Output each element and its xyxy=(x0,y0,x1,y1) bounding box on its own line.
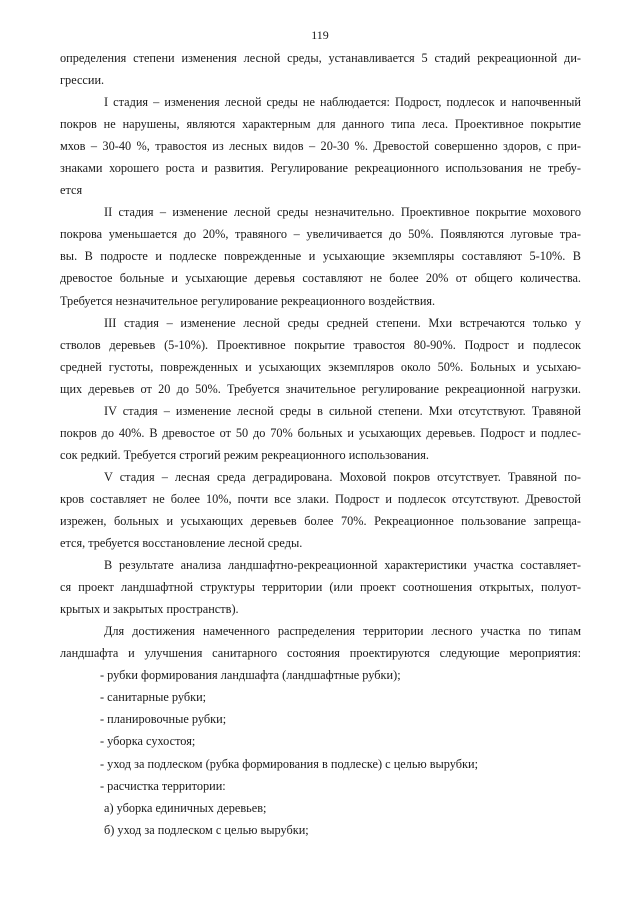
list-item: - расчистка территории: xyxy=(100,778,226,793)
text-line: крытых и закрытых пространств). xyxy=(60,602,239,617)
text-line: Требуется незначительное регулирование рекреационного воздействия. xyxy=(60,293,436,308)
list-item: - планировочные рубки; xyxy=(100,712,227,727)
text-line: покрова уменьшается до 20%, травяного – увеличивается до 50%. Появляются луговые тра- xyxy=(60,227,581,242)
page-number: 119 xyxy=(311,28,329,42)
list-item: - рубки формирования ландшафта (ландшафтные рубки); xyxy=(100,668,401,683)
text-line: II стадия – изменение лесной среды незначительно. Проективное покрытие мохового xyxy=(104,205,581,220)
text-line: кров составляет не более 10%, почти все злаки. Подрост и подлесок отсутствуют. Древостой xyxy=(60,491,581,506)
text-line: В результате анализа ландшафтно-рекреационной характеристики участка составляет- xyxy=(104,558,581,573)
text-line: сок редкий. Требуется строгий режим рекреационного использования. xyxy=(60,447,429,462)
text-line: мхов – 30-40 %, травостоя из лесных видов – 20-30 %. Древостой совершенно здоров, с при- xyxy=(60,139,581,154)
text-line: V стадия – лесная среда деградирована. Моховой покров отсутствует. Травяной по- xyxy=(104,469,581,484)
body-text xyxy=(60,47,581,841)
text-line: стволов деревьев (5-10%). Проективное покрытие травостоя 80-90%. Подрост и подлесок xyxy=(60,337,581,352)
text-line: щих деревьев от 20 до 50%. Требуется значительное регулирование рекреационной нагрузки. xyxy=(60,381,581,396)
text-line: древостое больные и усыхающие деревья составляют не более 20% от общего количества. xyxy=(60,271,581,286)
text-line: ландшафта и улучшения санитарного состояния проектируются следующие мероприятия: xyxy=(60,646,581,661)
text-line: I стадия – изменения лесной среды не наблюдается: Подрост, подлесок и напочвенный xyxy=(104,95,581,110)
text-line: вы. В подросте и подлеске поврежденные и усыхающие экземпляры составляют 5-10%. В xyxy=(60,249,581,264)
text-line: изрежен, больных и усыхающих деревьев более 70%. Рекреационное пользование запреща- xyxy=(60,513,581,528)
text-line: ется xyxy=(60,183,83,198)
list-item: - уход за подлеском (рубка формирования в подлеске) с целью вырубки; xyxy=(100,756,479,771)
text-line: грессии. xyxy=(60,73,105,88)
text-line: ется, требуется восстановление лесной среды. xyxy=(60,536,303,551)
text-line: Для достижения намеченного распределения территории лесного участка по типам xyxy=(104,624,581,639)
text-line: средней густоты, поврежденных и усыхающих экземпляров около 50%. Больных и усыхаю- xyxy=(60,359,581,374)
list-item: - санитарные рубки; xyxy=(100,690,207,705)
list-item: - уборка сухостоя; xyxy=(100,734,196,749)
text-line: определения степени изменения лесной среды, устанавливается 5 стадий рекреационной ди- xyxy=(60,51,581,65)
text-line: покров не нарушены, являются характерным для данного типа леса. Проективное покрытие xyxy=(60,117,581,132)
text-line: ся проект ландшафтной структуры территории (или проект соотношения открытых, полуот- xyxy=(60,580,581,595)
text-line: знаками хорошего роста и развития. Регулирование рекреационного использования не требу- xyxy=(60,161,581,176)
list-item: б) уход за подлеском с целью вырубки; xyxy=(104,822,309,837)
text-line: покров до 40%. В древостое от 50 до 70% больных и усыхающих деревьев. Подрост и подлес- xyxy=(60,425,581,440)
text-line: IV стадия – изменение лесной среды в сильной степени. Мхи отсутствуют. Травяной xyxy=(104,403,581,418)
list-item: а) уборка единичных деревьев; xyxy=(104,800,267,815)
text-line: III стадия – изменение лесной среды средней степени. Мхи встречаются только у xyxy=(104,315,581,330)
